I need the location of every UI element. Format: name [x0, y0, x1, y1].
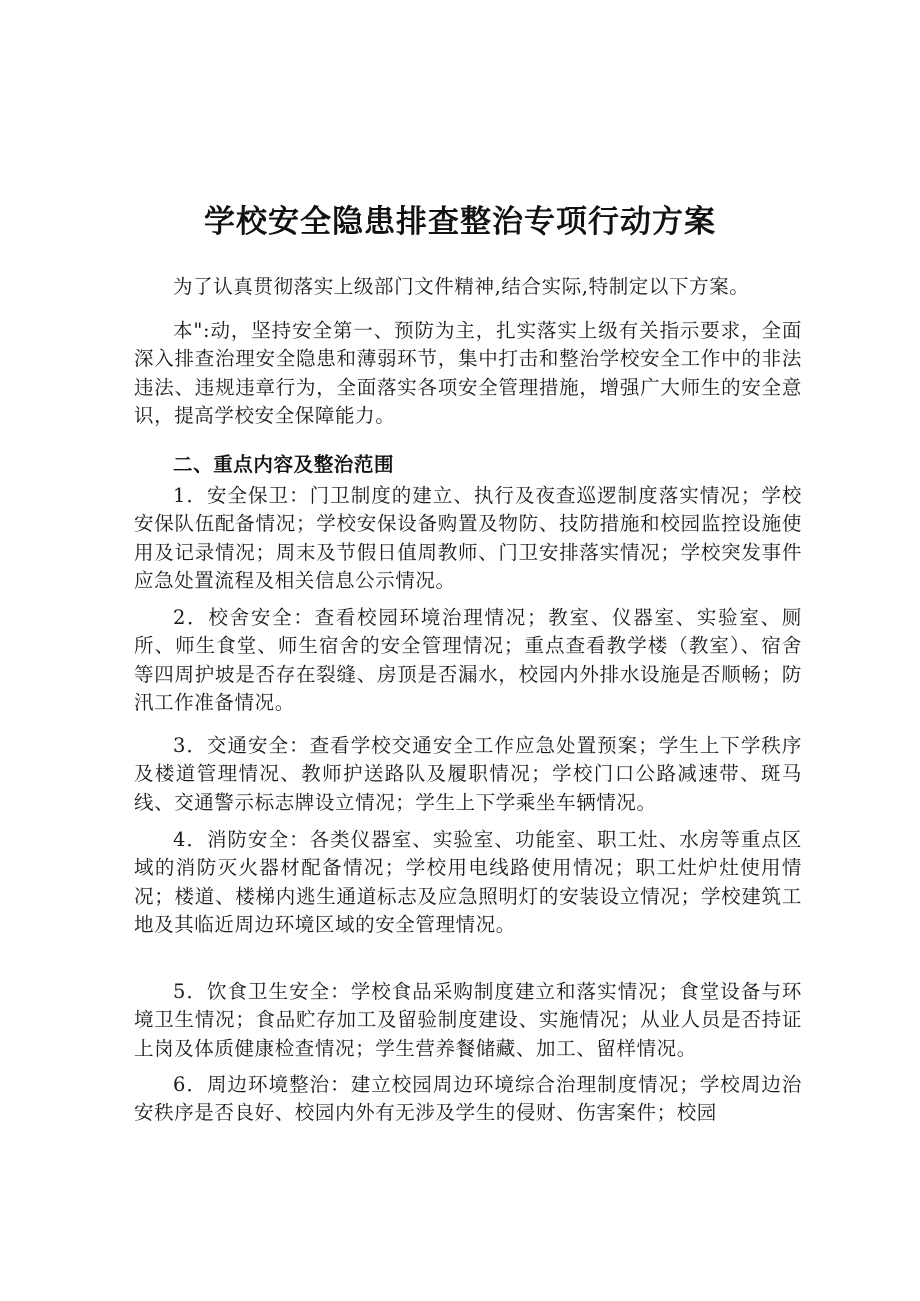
- purpose-paragraph: 本":动，坚持安全第一、预防为主，扎实落实上级有关指示要求，全面深入排查治理安全隐患和薄弱环节，集中打击和整治学校安全工作中的非法违法、违规违章行为，全面落实各项安全管理措施，增强广大师生的安全意识，提高学校安全保障能力。: [134, 319, 802, 428]
- item-surroundings: 6．周边环境整治：建立校园周边环境综合治理制度情况；学校周边治安秩序是否良好、校园内外有无涉及学生的侵财、伤害案件；校园: [134, 1073, 802, 1125]
- item-building-safety: 2．校舍安全：查看校园环境治理情况；教室、仪器室、实验室、厕所、师生食堂、师生宿舍的安全管理情况；重点查看教学楼（教室）、宿舍等四周护坡是否存在裂缝、房顶是否漏水，校园内外排水设施是否顺畅；防汛工作准备情况。: [134, 606, 802, 715]
- item-security-guard: 1．安全保卫：门卫制度的建立、执行及夜查巡逻制度落实情况；学校安保队伍配备情况；学校安保设备购置及物防、技防措施和校园监控设施使用及记录情况；周末及节假日值周教师、门卫安排落实情况；学校突发事件应急处置流程及相关信息公示情况。: [134, 484, 802, 593]
- item-traffic-safety: 3．交通安全：查看学校交通安全工作应急处置预案；学生上下学秩序及楼道管理情况、教师护送路队及履职情况；学校门口公路减速带、斑马线、交通警示标志牌设立情况；学生上下学乘坐车辆情况。: [134, 734, 802, 814]
- item-food-safety: 5．饮食卫生安全：学校食品采购制度建立和落实情况；食堂设备与环境卫生情况；食品贮存加工及留验制度建设、实施情况；从业人员是否持证上岗及体质健康检查情况；学生营养餐储藏、加工、留样情况。: [134, 980, 802, 1060]
- intro-paragraph: 为了认真贯彻落实上级部门文件精神,结合实际,特制定以下方案。: [173, 275, 750, 298]
- section-heading: 二、重点内容及整治范围: [173, 453, 395, 476]
- item-fire-safety: 4．消防安全：各类仪器室、实验室、功能室、职工灶、水房等重点区域的消防灭火器材配备情况；学校用电线路使用情况；职工灶炉灶使用情况；楼道、楼梯内逃生通道标志及应急照明灯的安装设立情况；学校建筑工地及其临近周边环境区域的安全管理情况。: [134, 828, 802, 937]
- document-title: 学校安全隐患排查整治专项行动方案: [204, 204, 716, 240]
